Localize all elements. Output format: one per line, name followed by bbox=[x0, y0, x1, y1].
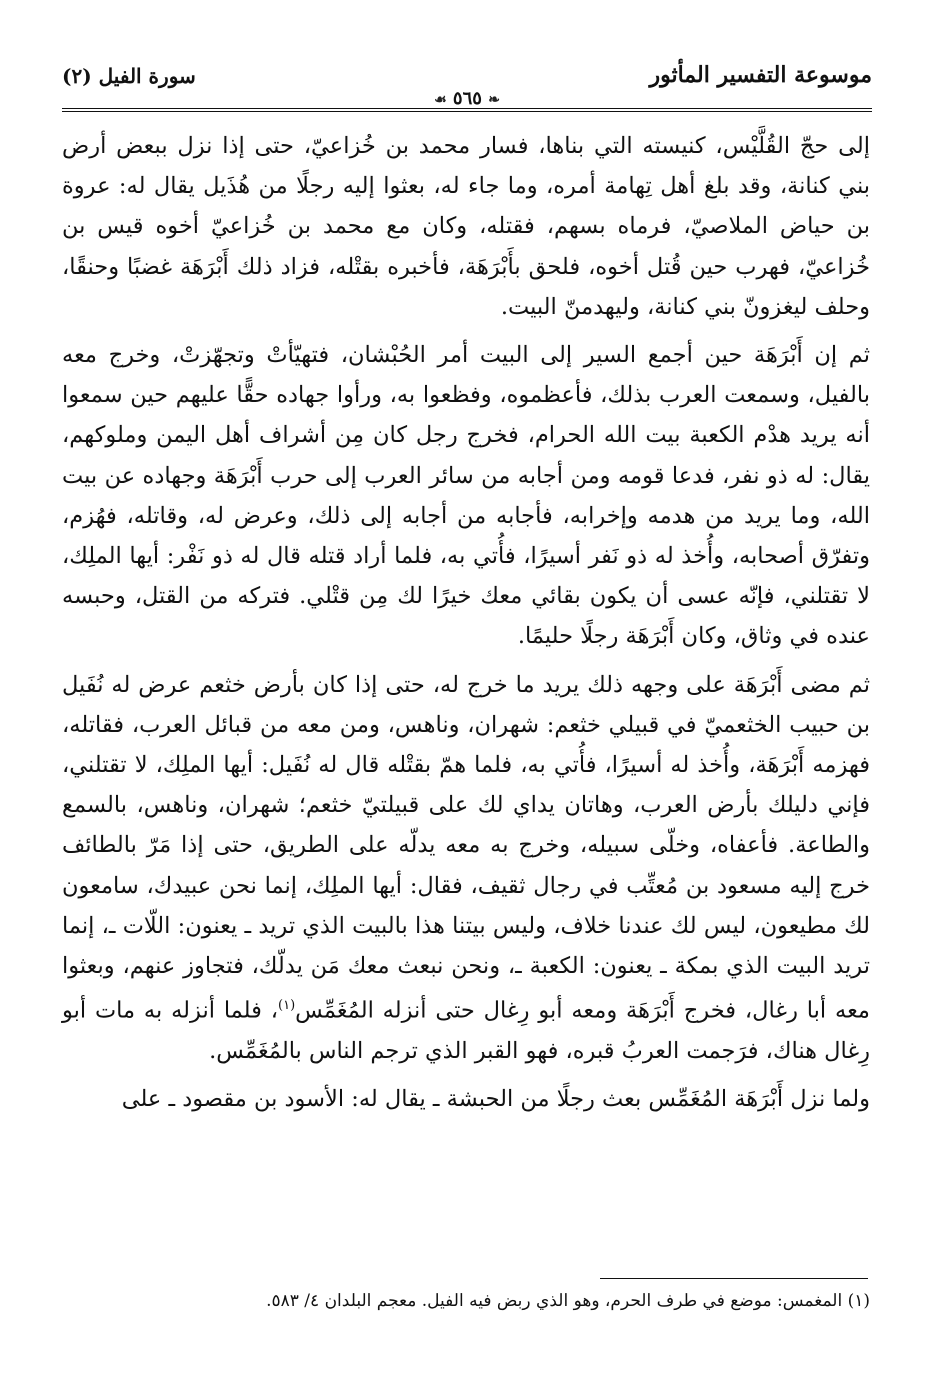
footnote-rule bbox=[600, 1278, 868, 1279]
header-rule-thin bbox=[62, 111, 872, 112]
paragraph-2: ثم إن أَبْرَهَة حين أجمع السير إلى البيت أمر الحُبْشان، فتهيّأتْ وتجهّزتْ، وخرج معه بالفيل، وسمعت العرب بذلك، فأعظموه، وفظعوا به، ورأوا جهاده حقًّا عليهم حين سمعوا أنه يريد هدْم الكعبة بيت الله الحرام، فخرج رجل كان مِن أشراف أهل اليمن وملوكهم، يقال: له ذو نفر، فدعا قومه ومن أجابه من سائر العرب إلى حرب أَبْرَهَة وجهاده عن بيت الله، وما يريد من هدمه وإخرابه، فأجابه من أجابه إلى ذلك، وعرض له، وقاتله، فهُزم، وتفرّق أصحابه، وأُخذ له ذو نَفر أسيرًا، فأُتي به، فلما أراد قتله قال له ذو نَفْر: أيها الملِك، لا تقتلني، فإنّه عسى أن يكون بقائي معك خيرًا لك مِن قتْلي. فتركه من القتل، وحبسه عنده في وثاق، وكان أَبْرَهَة رجلًا حليمًا. bbox=[62, 342, 870, 650]
right-ornament-icon: ☙ bbox=[434, 92, 447, 108]
paragraph-1: إلى حجّ القُلَّيْس، كنيسته التي بناها، فسار محمد بن خُزاعيّ، حتى إذا نزل ببعض أرض بني كنانة، وقد بلغ أهل تِهامة أمره، وما جاء له، بعثوا إليه رجلًا من هُذَيل يقال له: عروة بن حياض الملاصيّ، فرماه بسهم، فقتله، وكان مع محمد بن خُزاعيّ أخوه قيس بن خُزاعيّ، فهرب حين قُتل أخوه، فلحق بأَبْرَهَة، فأخبره بقتْله، فزاد ذلك أَبْرَهَة غضبًا وحنقًا، وحلف ليغزونّ بني كنانة، وليهدمنّ البيت. bbox=[62, 133, 870, 320]
paragraph-4: ولما نزل أَبْرَهَة المُغَمِّس بعث رجلًا من الحبشة ـ يقال له: الأسود بن مقصود ـ على bbox=[121, 1086, 870, 1113]
paragraph-3-text: ثم مضى أَبْرَهَة على وجهه ذلك يريد ما خرج له، حتى إذا كان بأرض خثعم عرض له نُفَيل بن حبيب الخثعميّ في قبيلي خثعم: شهران، وناهس، ومن معه من قبائل العرب، فقاتله، فهزمه أَبْرَهَة، وأُخذ له أسيرًا، فأُتي به، فلما همّ بقتْله قال له نُفَيل: أيها الملِك، لا تقتلني، فإني دليلك بأرض العرب، وهاتان يداي لك على قبيلتيّ خثعم؛ شهران، وناهس، بالسمع والطاعة. فأعفاه، وخلّى سبيله، وخرج به معه يدلّه على الطريق، حتى إذا مَرّ بالطائف خرج إليه مسعود بن مُعتِّب في رجال ثقيف، فقال: أيها الملِك، إنما نحن عبيدك، سامعون لك مطيعون، ليس لك عندنا خلاف، وليس بيتنا هذا بالبيت الذي تريد ـ يعنون: اللّات ـ، إنما تريد البيت الذي بمكة ـ يعنون: الكعبة ـ، ونحن نبعث معك مَن يدلّك، فتجاوز عنهم، وبعثوا معه أبا رغال، فخرج أَبْرَهَة ومعه أبو رِغال حتى أنزله المُغَمِّس bbox=[62, 671, 870, 1024]
page-number: ٥٦٥ bbox=[452, 88, 482, 109]
paragraph-3-tail: ، فلما أنزله به مات أبو رِغال هناك، فرَجمت العربُ قبره، فهو القبر الذي ترجم الناس بالمُغَمِّس. bbox=[62, 997, 870, 1064]
page-number-box bbox=[417, 88, 517, 109]
left-ornament-icon: ❧ bbox=[488, 92, 500, 108]
footnote-marker: (١) bbox=[278, 998, 296, 1014]
book-title: موسوعة التفسير المأثور bbox=[649, 62, 872, 88]
header-rule bbox=[62, 108, 872, 109]
surah-label: سورة الفيل (٢) bbox=[62, 64, 196, 88]
page-header bbox=[62, 58, 872, 109]
paragraph-3 bbox=[62, 665, 870, 1072]
body-text bbox=[62, 126, 870, 1127]
footnote: (١) المغمس: موضع في طرف الحرم، وهو الذي ربض فيه الفيل. معجم البلدان ٤/ ٥٨٣. bbox=[266, 1291, 870, 1311]
